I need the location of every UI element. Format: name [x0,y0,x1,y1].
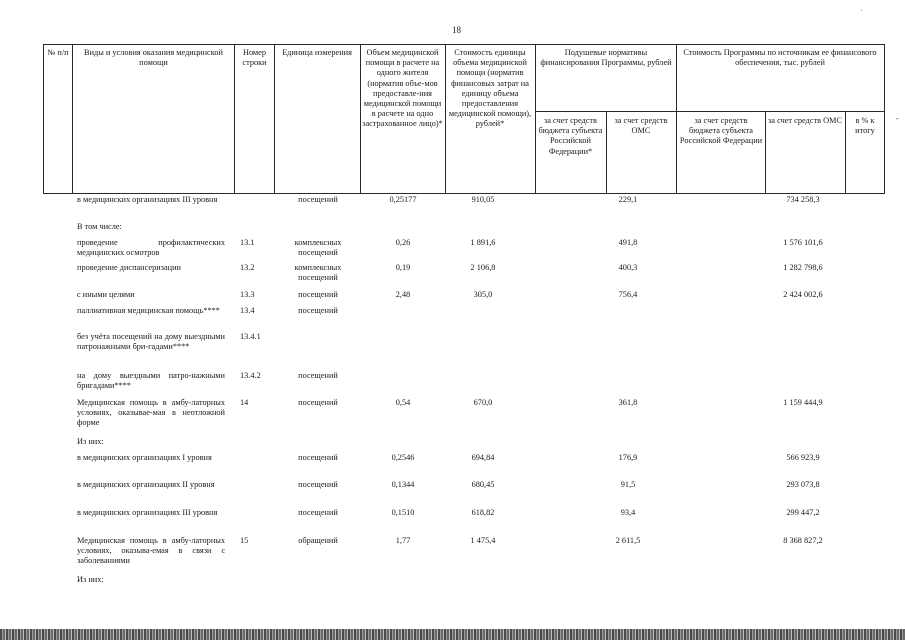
row-volume: 0,25177 [389,195,417,204]
row-unit: посещений [298,398,338,407]
row-per-capita-oms: 93,4 [620,508,636,517]
row-unit: посещений [298,453,338,462]
header-unit: Единица измерения [282,48,352,57]
row-number: 13.3 [240,290,255,299]
header-divider [274,44,275,194]
row-cost: 2 106,8 [470,263,496,272]
row-program-oms: 1 576 101,6 [783,238,823,247]
row-description: паллиативная медицинская помощь**** [77,306,220,315]
row-description: на дому выездными патро-нажными бригадами**** [77,371,225,391]
row-program-oms: 8 368 827,2 [783,536,823,545]
row-per-capita-oms: 229,1 [618,195,638,204]
row-description: Медицинская помощь в амбу-латорных условиях, оказыва-емая в связи с заболеваниями [77,536,225,566]
header-divider [845,111,846,194]
header-divider [72,44,73,194]
row-unit: комплексных посещений [294,263,342,283]
row-number: 13.4 [240,306,255,315]
row-cost: 1 475,4 [470,536,496,545]
row-per-capita-oms: 756,4 [618,290,638,299]
row-volume: 0,26 [395,238,411,247]
row-unit: посещений [298,371,338,380]
row-volume: 0,54 [395,398,411,407]
corner-mark: · [860,6,863,15]
header-divider [445,44,446,194]
row-program-oms: 2 424 002,6 [783,290,823,299]
row-program-oms: 1 159 444,9 [783,398,823,407]
header-cost: Стоимость единицы объема медицинской помощи (норматив финансовых затрат на единицу объема предоставления медицинской помощи), рублей* [448,48,532,129]
row-number: 13.4.1 [240,332,261,341]
row-volume: 0,19 [395,263,411,272]
row-program-oms: 566 923,9 [786,453,820,462]
header-divider [43,44,44,194]
row-program-oms: 293 073,8 [786,480,820,489]
header-bottom-border [43,193,884,194]
header-divider [360,44,361,194]
row-description: проведение профилактических медицинских осмотров [77,238,225,258]
row-unit: посещений [298,306,338,315]
row-cost: 680,45 [471,480,495,489]
page-number: 18 [452,25,461,35]
row-description: В том числе: [77,222,122,231]
header-per-capita-budget: за счет средств бюджета субъекта Российской Федерации* [538,116,603,156]
row-description: с иными целями [77,290,135,299]
row-volume: 0,1344 [391,480,415,489]
header-divider [765,111,766,194]
row-cost: 1 891,6 [470,238,496,247]
side-mark: - [896,114,899,123]
row-unit: посещений [298,480,338,489]
row-description: в медицинских организациях II уровня [77,480,215,489]
row-number: 13.4.2 [240,371,261,380]
row-per-capita-oms: 361,8 [618,398,638,407]
header-program-group: Стоимость Программы по источникам ее финансового обеспечения, тыс. рублей [683,48,877,68]
header-top-border [43,44,884,45]
row-description: в медицинских организациях III уровня [77,195,218,204]
row-description: без учёта посещений на дому выездными патронажными бри-гадами**** [77,332,225,352]
row-number: 13.2 [240,263,255,272]
header-care-type: Виды и условия оказания медицинской помощи [84,48,223,68]
row-cost: 618,82 [471,508,495,517]
header-divider [535,44,536,194]
header-divider [234,44,235,194]
header-volume: Объем медицинской помощи в расчете на одного жителя (норматив объе-мов предоставле-ния медицинской помощи в расчете на одно застрахованное лицо)* [362,48,443,129]
header-divider [606,111,607,194]
row-description: в медицинских организациях III уровня [77,508,218,517]
row-per-capita-oms: 400,3 [618,263,638,272]
header-program-percent: в % к итогу [855,116,875,136]
row-volume: 2,48 [395,290,411,299]
header-divider [884,44,885,194]
row-program-oms: 1 282 798,6 [783,263,823,272]
header-program-oms: за счет средств ОМС [768,116,842,125]
row-description: Медицинская помощь в амбу-латорных условиях, оказывае-мая в неотложной форме [77,398,225,428]
row-unit: посещений [298,195,338,204]
row-per-capita-oms: 2 611,5 [615,536,641,545]
row-program-oms: 299 447,2 [786,508,820,517]
row-per-capita-oms: 491,8 [618,238,638,247]
row-unit: посещений [298,290,338,299]
row-program-oms: 734 258,3 [786,195,820,204]
row-number: 15 [240,536,249,545]
row-volume: 0,2546 [391,453,415,462]
row-cost: 694,84 [471,453,495,462]
row-description: в медицинских организациях I уровня [77,453,212,462]
header-subgroup-border [535,111,884,112]
row-number: 13.1 [240,238,255,247]
row-cost: 305,0 [473,290,493,299]
row-volume: 1,77 [395,536,411,545]
row-cost: 670,0 [473,398,493,407]
row-description: проведение диспансеризации [77,263,181,272]
header-program-budget: за счет средств бюджета субъекта Российской Федерации [679,116,763,146]
row-unit: комплексных посещений [294,238,342,258]
row-description: Из них: [77,575,104,584]
scan-border [0,629,905,640]
header-row-number: Номер строки [242,48,267,68]
row-description: Из них: [77,437,104,446]
row-unit: обращений [298,536,338,545]
row-volume: 0,1510 [391,508,415,517]
header-per-capita-oms: за счет средств ОМС [614,116,668,136]
row-unit: посещений [298,508,338,517]
row-per-capita-oms: 176,9 [618,453,638,462]
header-per-capita-group: Подушевые нормативы финансирования Программы, рублей [540,48,672,68]
header-number: № п/п [47,48,69,57]
row-cost: 910,05 [471,195,495,204]
row-per-capita-oms: 91,5 [620,480,636,489]
header-divider [676,44,677,194]
row-number: 14 [240,398,249,407]
